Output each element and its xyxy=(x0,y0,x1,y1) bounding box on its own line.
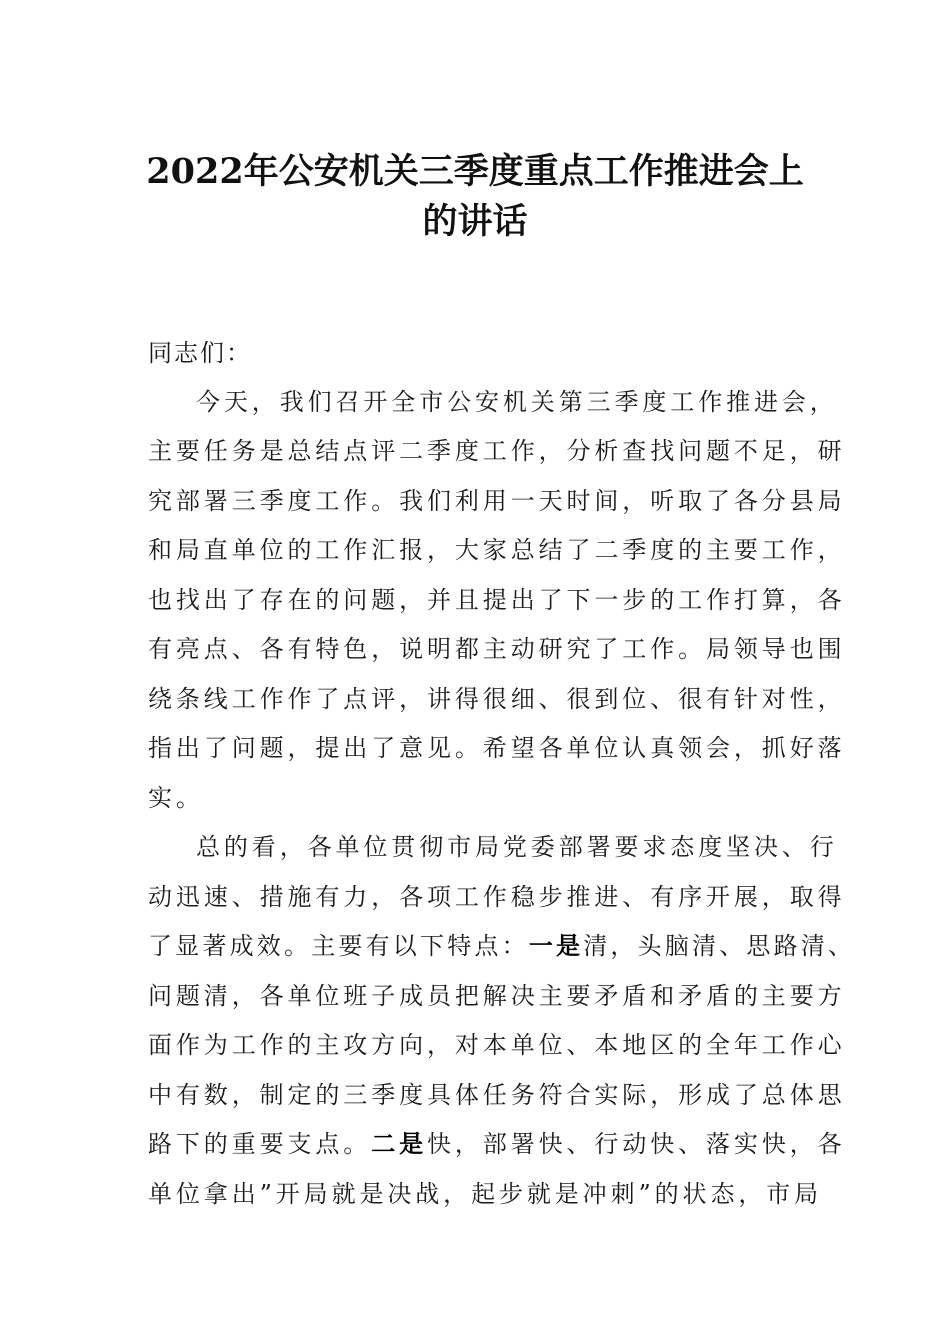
emphasis-first: 一是 xyxy=(528,931,584,960)
document-title-line-2: 的讲话 xyxy=(422,201,528,242)
salutation: 同志们： xyxy=(148,339,252,367)
paragraph-2-line: 问题清，各单位班子成员把解决主要矛盾和矛盾的主要方 xyxy=(148,982,846,1010)
paragraph-1-line: 也找出了存在的问题，并且提出了下一步的工作打算，各 xyxy=(148,586,846,614)
document-title-line-1: 2022年公安机关三季度重点工作推进会上 xyxy=(146,151,804,192)
paragraph-1-line: 实。 xyxy=(148,784,204,812)
paragraph-1-line: 今天，我们召开全市公安机关第三季度工作推进会， xyxy=(196,388,838,416)
paragraph-2-text: 路下的重要支点。 xyxy=(148,1130,372,1158)
paragraph-2-line: 面作为工作的主攻方向，对本单位、本地区的全年工作心 xyxy=(148,1031,846,1059)
paragraph-2-line xyxy=(148,931,855,961)
paragraph-2-line: 动迅速、措施有力，各项工作稳步推进、有序开展，取得 xyxy=(148,883,846,911)
paragraph-2-line xyxy=(148,1129,846,1159)
paragraph-1-line: 指出了问题，提出了意见。希望各单位认真领会，抓好落 xyxy=(148,734,846,762)
paragraph-1-line: 和局直单位的工作汇报，大家总结了二季度的主要工作， xyxy=(148,536,846,564)
paragraph-1-line: 主要任务是总结点评二季度工作，分析查找问题不足，研 xyxy=(148,437,846,465)
paragraph-2-text: 快，部署快、行动快、落实快，各 xyxy=(427,1130,846,1158)
paragraph-1-line: 绕条线工作作了点评，讲得很细、很到位、很有针对性， xyxy=(148,685,846,713)
paragraph-2-line: 总的看，各单位贯彻市局党委部署要求态度坚决、行 xyxy=(196,833,838,861)
paragraph-2-text: 清，头脑清、思路清、 xyxy=(583,932,856,960)
paragraph-2-text: 了显著成效。主要有以下特点： xyxy=(148,932,529,960)
paragraph-2-line: 中有数，制定的三季度具体任务符合实际，形成了总体思 xyxy=(148,1081,846,1109)
paragraph-2-line: 单位拿出”开局就是决战，起步就是冲刺”的状态，市局 xyxy=(148,1180,823,1208)
paragraph-1-line: 究部署三季度工作。我们利用一天时间，听取了各分县局 xyxy=(148,487,846,515)
emphasis-second: 二是 xyxy=(371,1129,428,1158)
paragraph-1-line: 有亮点、各有特色，说明都主动研究了工作。局领导也围 xyxy=(148,635,846,663)
